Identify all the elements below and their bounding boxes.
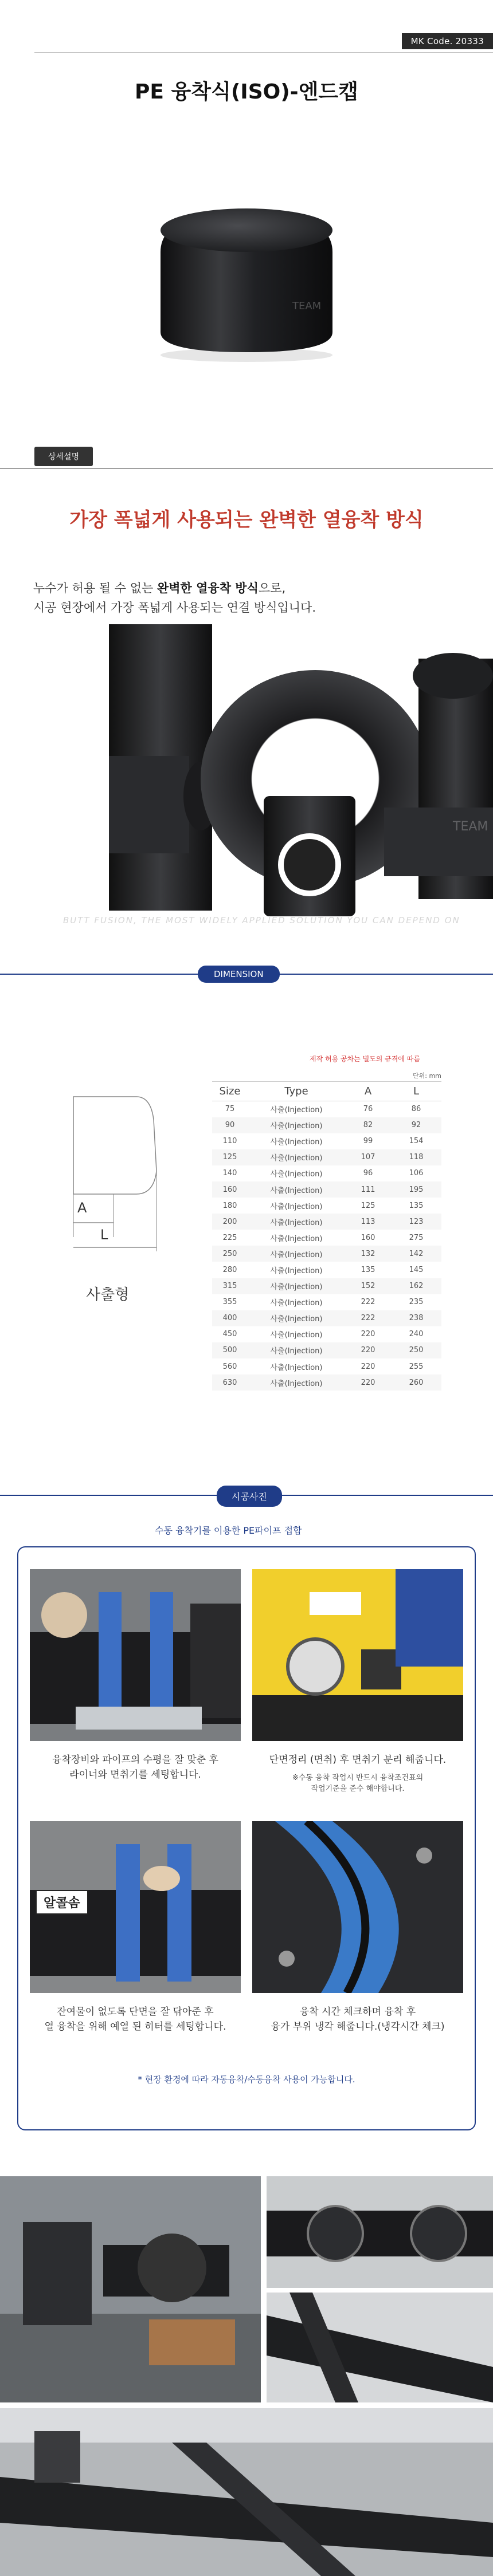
construction-section-label: 시공사진: [217, 1486, 282, 1507]
cell-l: 123: [391, 1214, 441, 1230]
cell-type: 사출(Injection): [248, 1278, 345, 1294]
drawing-caption: 사출형: [86, 1286, 130, 1303]
cell-a: 220: [345, 1374, 391, 1391]
intro-line-1-bold: 완벽한 열융착 방식: [156, 581, 259, 595]
cell-type: 사출(Injection): [270, 1363, 323, 1372]
cell-l: 238: [391, 1310, 441, 1326]
cell-size: 90: [212, 1117, 248, 1133]
cell-a: 99: [363, 1137, 373, 1146]
cell-a: 96: [363, 1169, 373, 1178]
step-3-caption: [30, 2004, 241, 2034]
step-1-photo: [30, 1569, 241, 1741]
cell-size: 500: [212, 1342, 248, 1358]
cell-type: 사출(Injection): [270, 1234, 323, 1243]
intro-line-1: [33, 578, 469, 598]
table-row: [212, 1374, 441, 1391]
table-row: [212, 1230, 441, 1246]
cell-l: 235: [409, 1298, 424, 1307]
cell-size: 200: [212, 1214, 248, 1230]
cell-a: 132: [345, 1246, 391, 1262]
cell-a: 220: [361, 1362, 375, 1371]
header-divider: [34, 52, 493, 53]
detail-section-label: 상세설명: [34, 447, 93, 466]
cell-a: 220: [345, 1342, 391, 1358]
mk-code-badge: MK Code. 20333: [402, 33, 493, 49]
cell-l: 86: [411, 1105, 421, 1114]
svg-text:TEAM: TEAM: [350, 653, 385, 668]
table-row: [212, 1358, 441, 1374]
cell-size: 560: [222, 1362, 237, 1371]
cell-a: 160: [361, 1233, 375, 1242]
cell-size: 225: [222, 1233, 237, 1242]
table-row: [212, 1262, 441, 1278]
cell-type: 사출(Injection): [270, 1331, 323, 1340]
step-3-text-2: 열 융착을 위해 예열 된 히터를 세팅합니다.: [44, 2021, 226, 2033]
cell-size: 125: [212, 1149, 248, 1165]
feature-headline: 가장 폭넓게 사용되는 완벽한 열융착 방식: [69, 509, 424, 531]
table-header-row: [212, 1082, 441, 1101]
cell-type: 사출(Injection): [270, 1202, 323, 1211]
cell-a: 113: [345, 1214, 391, 1230]
drawing-label-l: L: [100, 1227, 108, 1243]
step-4-text-1: 융착 시간 체크하며 융착 후: [299, 2006, 416, 2018]
cell-type: 사출(Injection): [270, 1106, 323, 1115]
step-4-caption: [252, 2004, 463, 2034]
detail-divider: [0, 468, 493, 469]
site-photo-3: [267, 2293, 493, 2402]
unit-label: 단위: mm: [413, 1072, 441, 1080]
table-row: [212, 1246, 441, 1262]
table-row: [212, 1165, 441, 1181]
step-1-caption: [30, 1752, 241, 1782]
cell-type: 사출(Injection): [248, 1374, 345, 1391]
table-row: [212, 1117, 441, 1133]
cell-a: 111: [345, 1181, 391, 1198]
table-row: [212, 1326, 441, 1342]
col-a: A: [345, 1082, 391, 1101]
svg-text:TEAM: TEAM: [292, 300, 322, 312]
cell-type: 사출(Injection): [248, 1342, 345, 1358]
col-l: L: [391, 1082, 441, 1101]
table-row: [212, 1181, 441, 1198]
end-cap-drawing: [50, 1085, 171, 1274]
cell-size: 75: [225, 1105, 235, 1114]
construction-footnote: * 현장 환경에 따라 자동융착/수동융착 사용이 가능합니다.: [138, 2074, 355, 2085]
cell-a: 152: [345, 1278, 391, 1294]
svg-text:TEAM: TEAM: [453, 820, 488, 834]
site-photo-1: [0, 2176, 261, 2402]
cell-l: 260: [391, 1374, 441, 1391]
intro-line-1-pre: 누수가 허용 될 수 없는: [33, 581, 157, 595]
cell-size: 630: [212, 1374, 248, 1391]
cell-l: 142: [391, 1246, 441, 1262]
cell-l: 275: [409, 1233, 424, 1242]
col-size: Size: [212, 1082, 248, 1101]
cell-type: 사출(Injection): [248, 1181, 345, 1198]
intro-line-2: 시공 현장에서 가장 폭넓게 사용되는 연결 방식입니다.: [33, 601, 316, 615]
fittings-group-photo: [109, 624, 493, 922]
end-cap-product-image: [149, 189, 344, 372]
step-2-note-2: 작업기준을 준수 해야합니다.: [311, 1785, 405, 1793]
table-row: [212, 1278, 441, 1294]
table-row: [212, 1149, 441, 1165]
cell-a: 220: [361, 1330, 375, 1339]
cell-l: 154: [409, 1137, 424, 1146]
intro-line-1-post: 으로,: [258, 581, 286, 595]
cell-a: 222: [345, 1310, 391, 1326]
table-body: [212, 1101, 441, 1391]
cell-size: 160: [212, 1181, 248, 1198]
butt-fusion-watermark: BUTT FUSION, THE MOST WIDELY APPLIED SOLUTION YOU CAN DEPEND ON: [63, 915, 460, 925]
step-3-text-1: 잔여물이 없도록 단면을 잘 닦아준 후: [57, 2006, 214, 2018]
cell-size: 110: [222, 1137, 237, 1146]
step-4-text-2: 융가 부위 냉각 해줍니다.(냉각시간 체크): [271, 2021, 445, 2033]
tolerance-note: 제작 허용 공차는 별도의 규격에 따름: [310, 1055, 420, 1063]
cell-type: 사출(Injection): [270, 1266, 323, 1275]
cell-type: 사출(Injection): [270, 1299, 323, 1308]
intro-text: [33, 578, 469, 617]
cell-type: 사출(Injection): [248, 1310, 345, 1326]
cell-type: 사출(Injection): [248, 1246, 345, 1262]
step-1-text-2: 라이너와 면취기를 세팅합니다.: [69, 1769, 201, 1781]
cell-type: 사출(Injection): [248, 1117, 345, 1133]
cell-l: 106: [409, 1169, 424, 1178]
table-row: [212, 1310, 441, 1326]
step-1-text-1: 융착장비와 파이프의 수평을 잘 맞춘 후: [52, 1754, 218, 1766]
cell-a: 82: [345, 1117, 391, 1133]
cell-l: 92: [391, 1117, 441, 1133]
cell-l: 255: [409, 1362, 424, 1371]
cell-type: 사출(Injection): [270, 1138, 323, 1147]
step-4-photo: [252, 1821, 463, 1993]
cell-size: 400: [212, 1310, 248, 1326]
construction-subtitle: 수동 융착기를 이용한 PE파이프 접합: [155, 1525, 302, 1536]
cell-type: 사출(Injection): [248, 1149, 345, 1165]
cell-size: 140: [222, 1169, 237, 1178]
table-row: [212, 1342, 441, 1358]
dimension-table: [212, 1081, 441, 1391]
table-row: [212, 1294, 441, 1310]
step-2-photo: [252, 1569, 463, 1741]
step-2-note-1: ※수동 융착 작업시 반드시 융착조건표의: [292, 1774, 424, 1782]
page-title: PE 융착식(ISO)-엔드캡: [135, 80, 358, 104]
cell-a: 222: [361, 1298, 375, 1307]
table-row: [212, 1133, 441, 1149]
cell-l: 240: [409, 1330, 424, 1339]
cell-l: 195: [391, 1181, 441, 1198]
cell-size: 450: [222, 1330, 237, 1339]
step-2-note: [252, 1773, 463, 1794]
cell-a: 107: [345, 1149, 391, 1165]
drawing-label-a: A: [77, 1200, 87, 1216]
step-2-caption: 단면정리 (면취) 후 면취기 분리 해줍니다.: [269, 1754, 447, 1766]
cell-l: 118: [391, 1149, 441, 1165]
cell-size: 315: [212, 1278, 248, 1294]
cell-a: 135: [361, 1265, 375, 1274]
cell-size: 280: [222, 1265, 237, 1274]
cell-size: 355: [222, 1298, 237, 1307]
col-type: Type: [248, 1082, 345, 1101]
cell-l: 135: [409, 1201, 424, 1210]
cell-l: 162: [391, 1278, 441, 1294]
cell-type: 사출(Injection): [270, 1170, 323, 1179]
table-row: [212, 1214, 441, 1230]
cell-size: 250: [212, 1246, 248, 1262]
site-photo-2: [267, 2176, 493, 2288]
cell-a: 76: [363, 1105, 373, 1114]
table-row: [212, 1198, 441, 1214]
site-photo-4: [0, 2408, 493, 2576]
table-row: [212, 1101, 441, 1117]
cell-l: 145: [409, 1265, 424, 1274]
dimension-section-label: DIMENSION: [198, 966, 280, 983]
alcohol-swab-tag: 알콜솜: [36, 1890, 88, 1915]
cell-a: 125: [361, 1201, 375, 1210]
cell-type: 사출(Injection): [248, 1214, 345, 1230]
cell-l: 250: [391, 1342, 441, 1358]
cell-size: 180: [222, 1201, 237, 1210]
